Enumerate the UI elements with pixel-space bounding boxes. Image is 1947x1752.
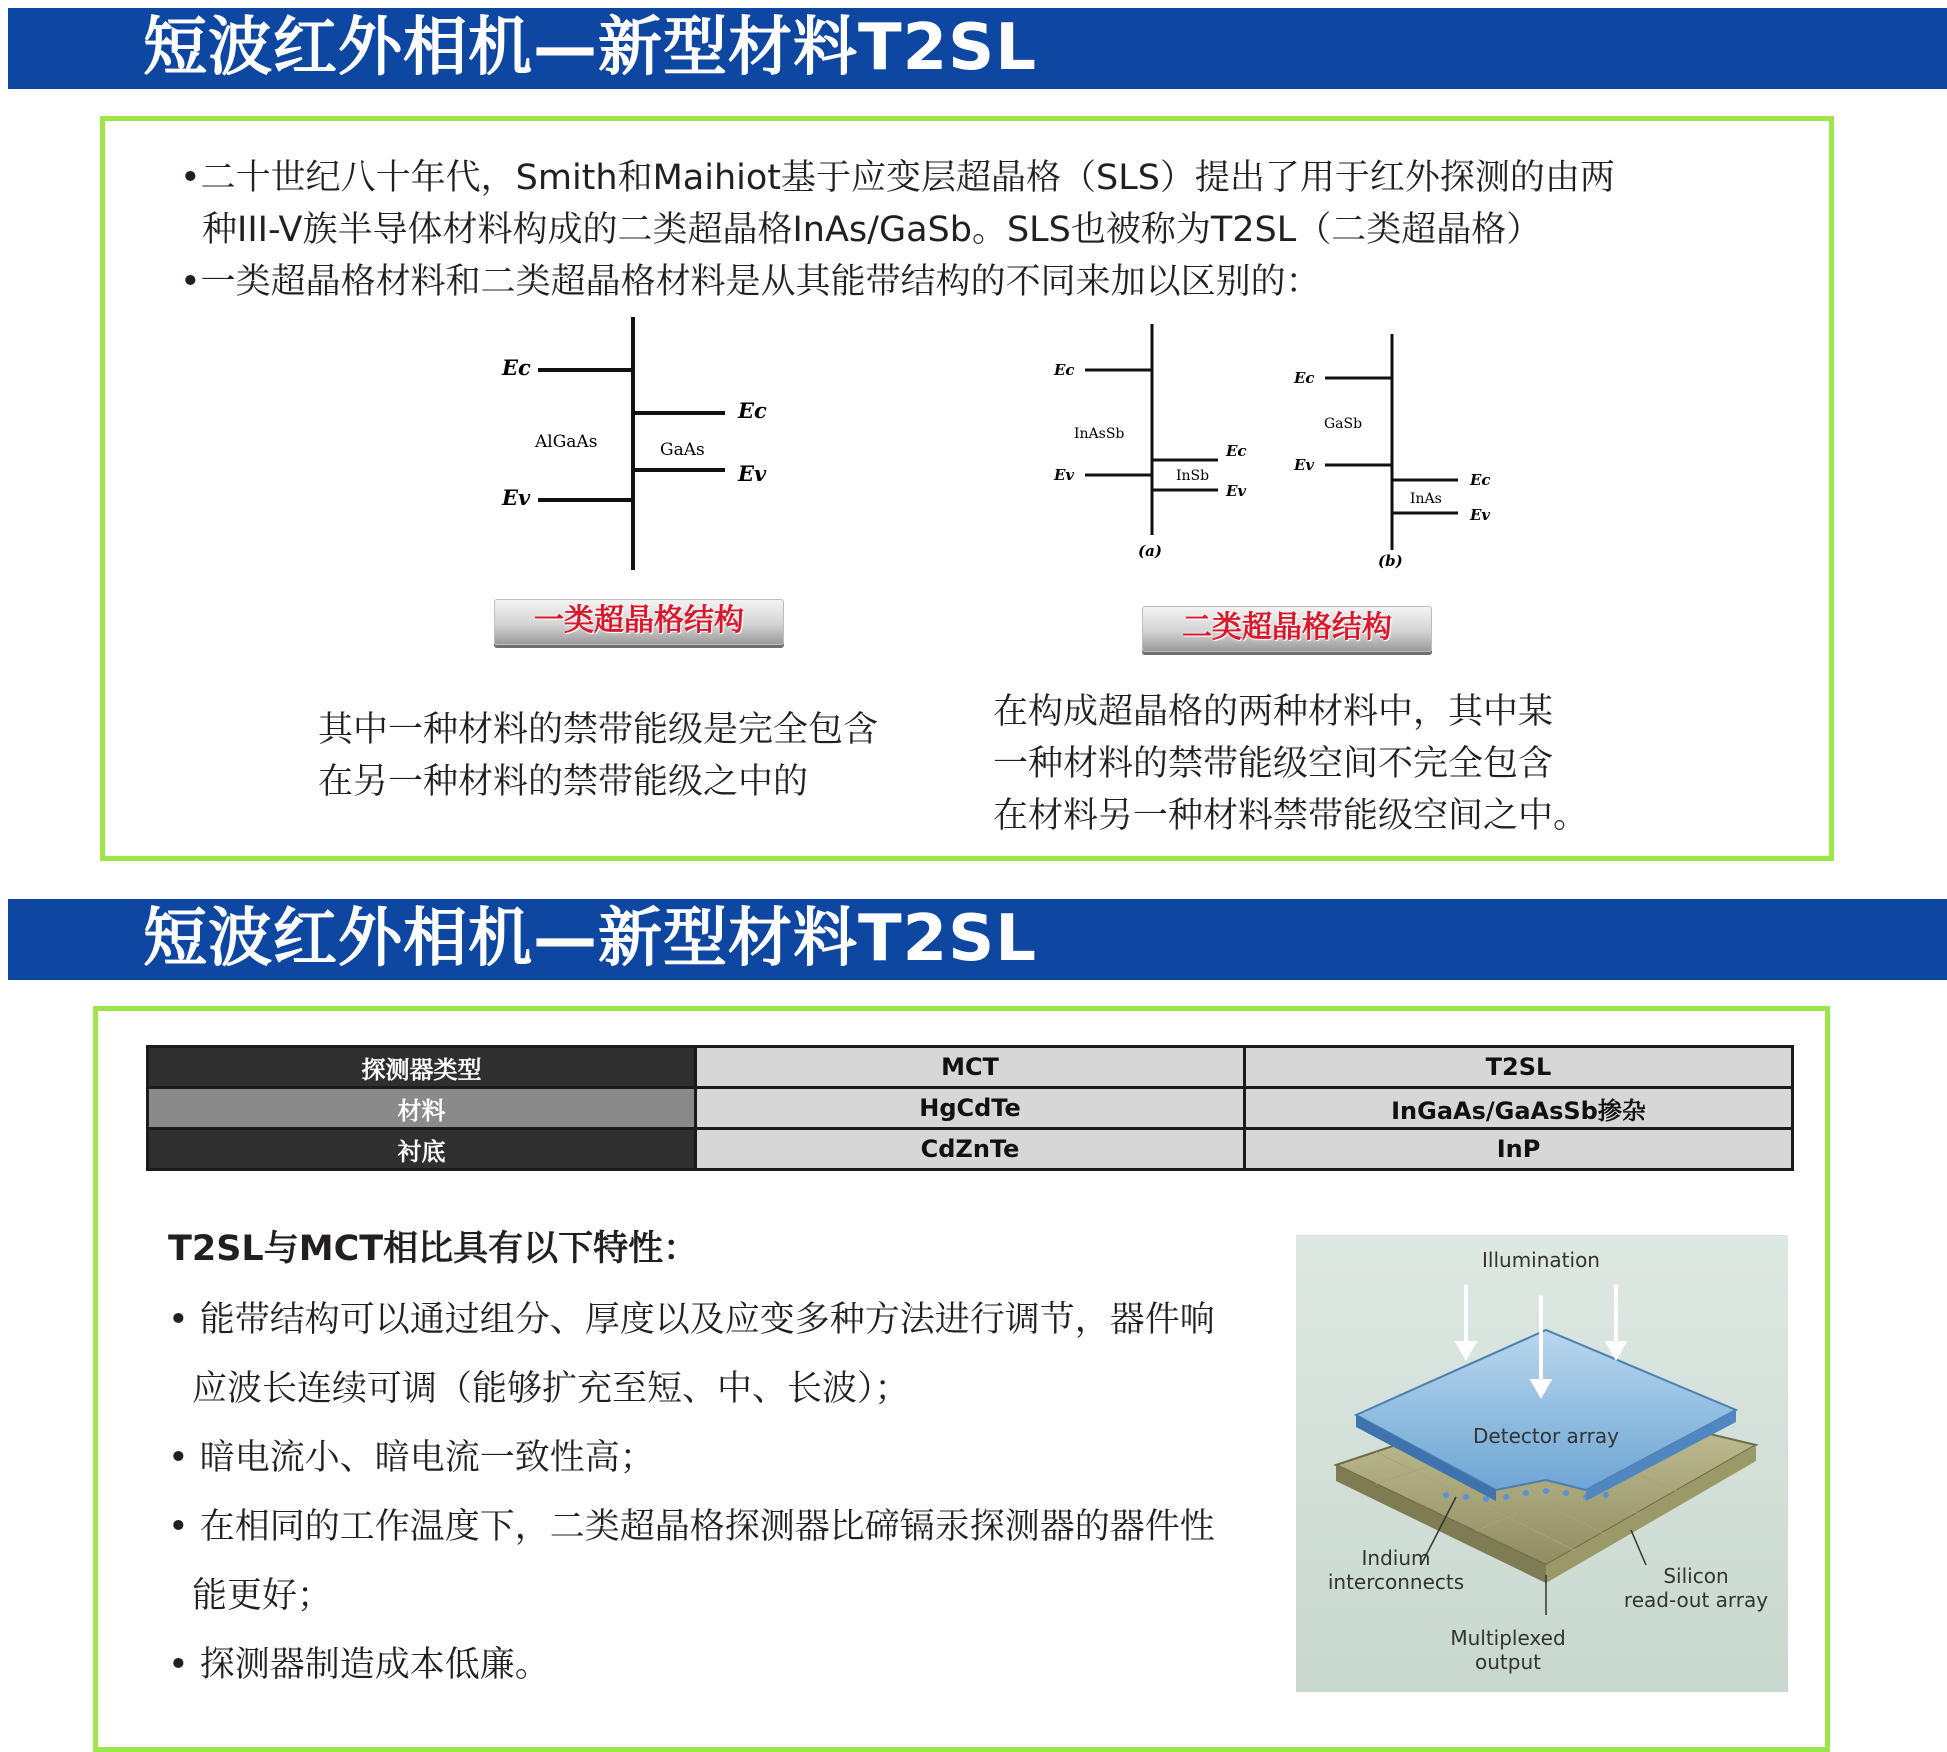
type2-caption-line2: 一种材料的禁带能级空间不完全包含 [993,744,1554,784]
section2-banner [8,899,1947,980]
feature-line-6: • 探测器制造成本低廉。 [168,1645,550,1685]
feature-line-1: • 能带结构可以通过组分、厚度以及应变多种方法进行调节，器件响 [168,1300,1215,1340]
type2a-ev2: Ev [1226,482,1247,500]
type1-ev-right: Ev [738,461,767,486]
type2b-ev: Ev [1294,456,1315,474]
multiplexed-label-line2: output [1475,1650,1541,1674]
type1-ec-left: Ec [502,355,531,380]
type2b-material1: GaSb [1324,416,1363,432]
type2-caption-line1: 在构成超晶格的两种材料中，其中某 [993,692,1554,732]
table-row [148,1047,1793,1088]
table-cell: InGaAs/GaAsSb掺杂 [1245,1088,1793,1129]
type2a-ec: Ec [1054,361,1075,379]
table-row [148,1088,1793,1129]
type2a-ev: Ev [1054,466,1075,484]
type2b-ec: Ec [1294,369,1315,387]
type1-material-right: GaAs [660,440,705,460]
type2b-ec2: Ec [1470,471,1491,489]
silicon-label-line1: Silicon [1663,1564,1729,1588]
features-heading: T2SL与MCT相比具有以下特性： [168,1229,699,1269]
detector-array-figure [1296,1235,1788,1692]
section2-title: 短波红外相机—新型材料T2SL [143,902,1038,976]
detector-array-label: Detector array [1473,1424,1619,1448]
type2b-caption: (b) [1378,552,1403,570]
type2a-material2: InSb [1176,468,1210,484]
table-row [148,1129,1793,1170]
feature-line-5: 能更好； [192,1576,333,1616]
type2-caption-line3: 在材料另一种材料禁带能级空间之中。 [993,796,1589,836]
table-header-cell: 探测器类型 [148,1047,696,1088]
type1-material-left: AlGaAs [535,432,598,452]
table-cell: T2SL [1245,1047,1793,1088]
intro-line-2: 种III-V族半导体材料构成的二类超晶格InAs/GaSb。SLS也被称为T2SL（二类超晶格） [202,210,1542,250]
illumination-label: Illumination [1482,1248,1600,1272]
section1-title: 短波红外相机—新型材料T2SL [143,11,1038,85]
feature-line-4: • 在相同的工作温度下，二类超晶格探测器比碲镉汞探测器的器件性 [168,1507,1215,1547]
type2b-ev2: Ev [1470,506,1491,524]
feature-line-2: 应波长连续可调（能够扩充至短、中、长波）； [192,1369,910,1409]
table-cell: MCT [696,1047,1245,1088]
silicon-label-line2: read-out array [1623,1588,1769,1612]
table-cell: CdZnTe [696,1129,1245,1170]
type1-badge: 一类超晶格结构 [494,599,784,645]
indium-label-line2: interconnects [1327,1570,1465,1594]
section1-banner [8,8,1947,89]
type2-badge: 二类超晶格结构 [1142,606,1432,652]
comparison-table [146,1045,1794,1171]
type1-ev-left: Ev [502,485,531,510]
indium-label-line1: Indium [1361,1546,1431,1570]
multiplexed-label-line1: Multiplexed [1450,1626,1566,1650]
table-cell: InP [1245,1129,1793,1170]
type2b-material2: InAs [1410,491,1442,507]
type2a-material1: InAsSb [1074,426,1125,442]
table-header-cell: 衬底 [148,1129,696,1170]
table-cell: HgCdTe [696,1088,1245,1129]
type1-caption-line2: 在另一种材料的禁带能级之中的 [318,762,809,802]
intro-line-3: •一类超晶格材料和二类超晶格材料是从其能带结构的不同来加以区别的： [180,262,1321,302]
type1-band-diagram [490,315,780,575]
type2-band-diagram [1040,320,1510,580]
type2a-ec2: Ec [1226,442,1247,460]
table-header-cell: 材料 [148,1088,696,1129]
feature-line-3: • 暗电流小、暗电流一致性高； [168,1438,655,1478]
type1-caption-line1: 其中一种材料的禁带能级是完全包含 [318,710,879,750]
type2a-caption: (a) [1138,542,1162,560]
type1-ec-right: Ec [738,398,767,423]
intro-line-1: •二十世纪八十年代，Smith和Maihiot基于应变层超晶格（SLS）提出了用于红外探测的由两 [180,158,1615,198]
